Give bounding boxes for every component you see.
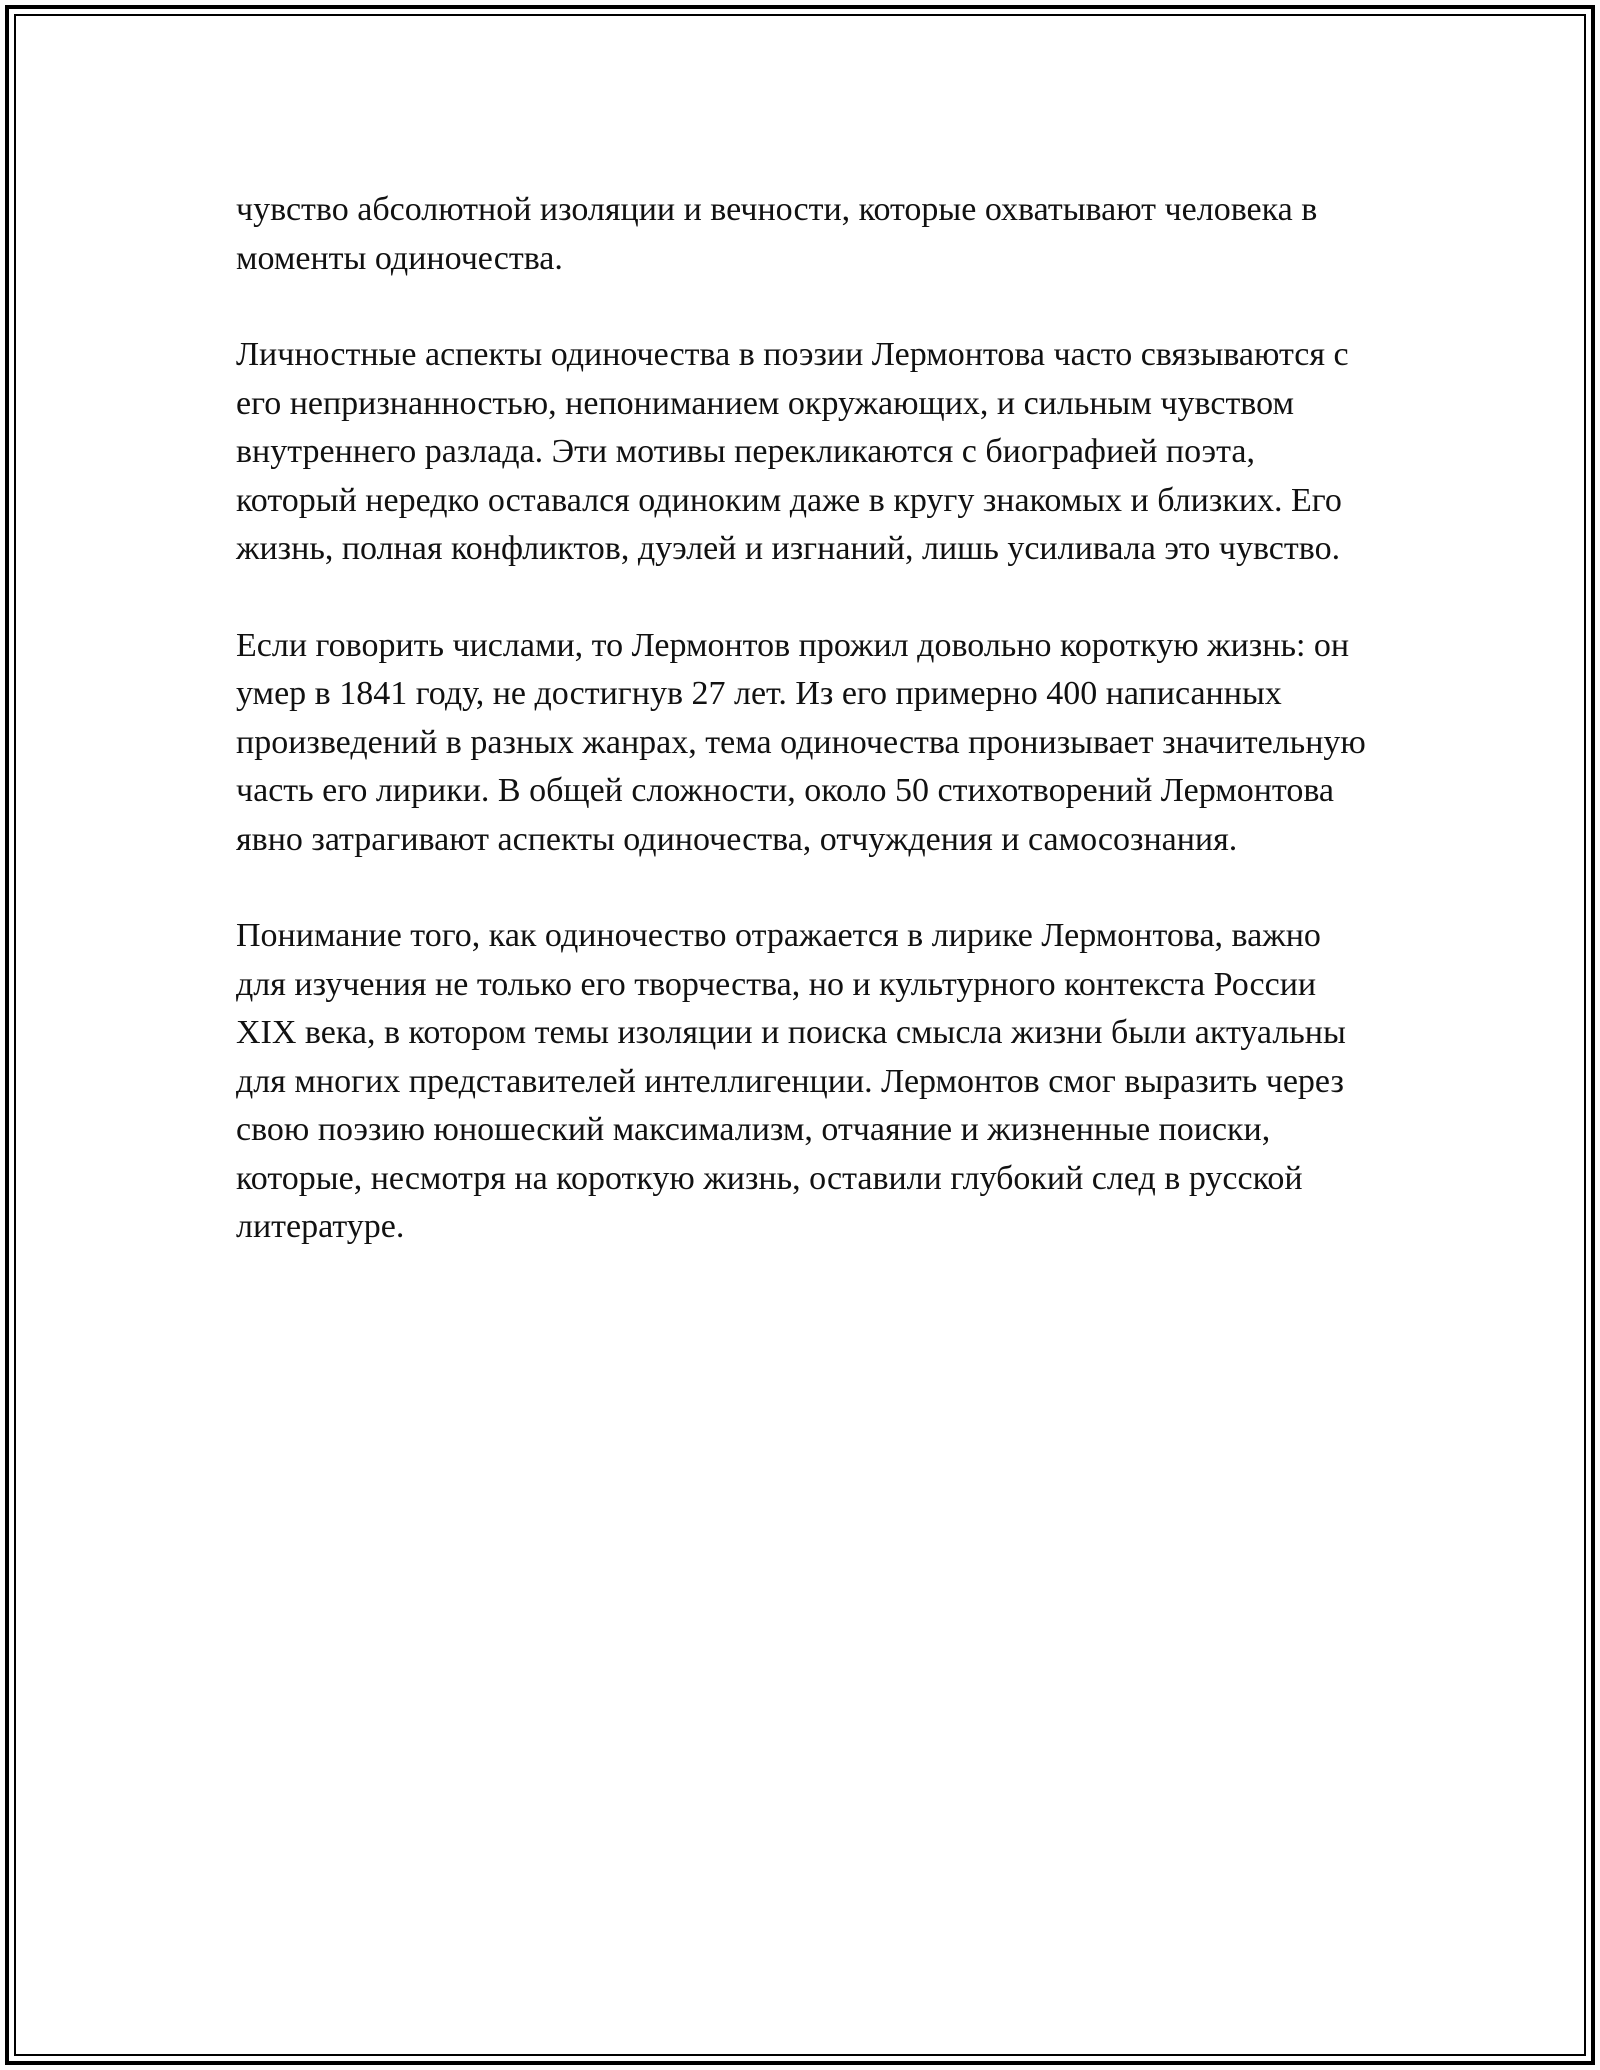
paragraph-isolation-continuation: чувство абсолютной изоляции и вечности, которые охватывают человека в моменты одиночества. [236,191,1318,277]
paragraph-numbers: Если говорить числами, то Лермонтов прожил довольно короткую жизнь: он умер в 1841 году, не достигнув 27 лет. Из его примерно 400 написанных произведений в разных жанрах, тема одиночества пронизывает значительную часть его лирики. В общей сложности, около 50 стихотворений Лермонтова явно затрагивают аспекты одиночества, отчуждения и самосознания. [236,626,1366,858]
paragraph-cultural-context: Понимание того, как одиночество отражается в лирике Лермонтова, важно для изучения не только его творчества, но и культурного контекста России XIX века, в котором темы изоляции и поиска смысла жизни были актуальны для многих представителей интеллигенции. Лермонтов смог выразить через свою поэзию юношеский максимализм, отчаяние и жизненные поиски, которые, несмотря на короткую жизнь, оставили глубокий след в русской литературе. [236,917,1346,1245]
document-body [236,186,1366,1252]
paragraph-personal-aspects: Личностные аспекты одиночества в поэзии Лермонтова часто связываются с его непризнанностью, непониманием окружающих, и сильным чувством внутреннего разлада. Эти мотивы перекликаются с биографией поэта, который нередко оставался одиноким даже в кругу знакомых и близких. Его жизнь, полная конфликтов, дуэлей и изгнаний, лишь усиливала это чувство. [236,336,1349,567]
